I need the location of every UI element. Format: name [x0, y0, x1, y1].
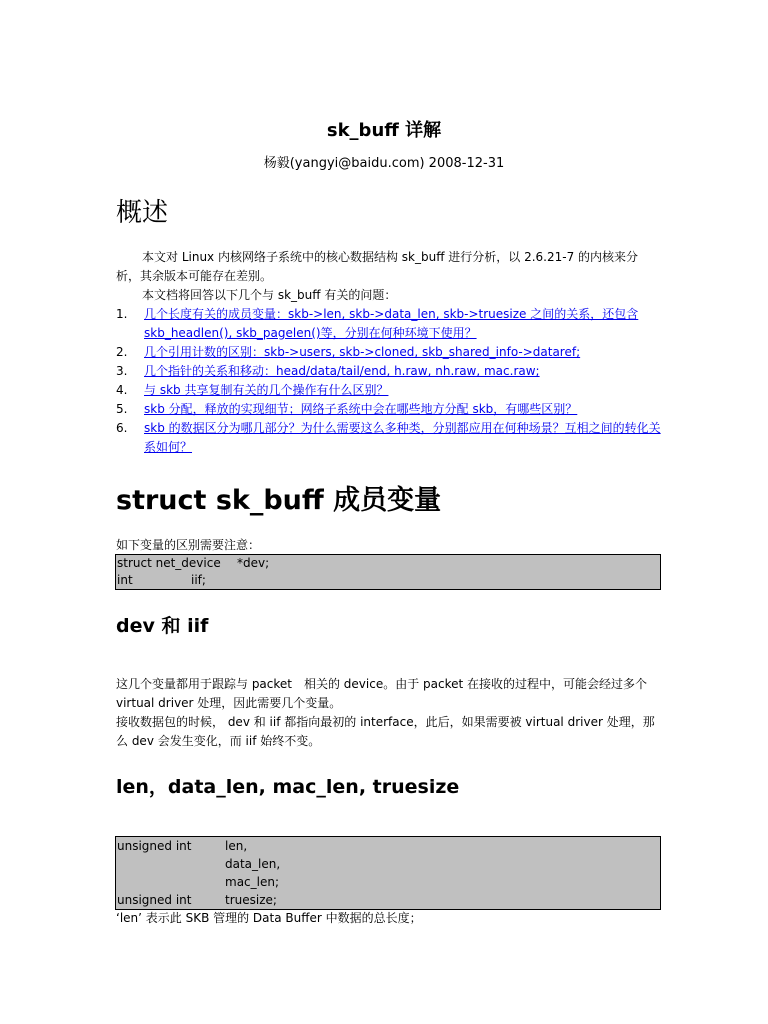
document-title: sk_buff 详解 [326, 120, 442, 141]
dev-iif-paragraph-1: 这几个变量都用于跟踪与 packet 相关的 device。由于 packet 在接收的过程中，可能会经过多个 virtual driver 处理，因此需要几个变量。 [116, 677, 648, 710]
members-intro: 如下变量的区别需要注意： [116, 538, 261, 552]
overview-question-intro: 本文档将回答以下几个与 sk_buff 有关的问题： [142, 288, 397, 302]
code-block-len [115, 836, 661, 910]
overview-heading: 概述 [116, 198, 169, 228]
list-item[interactable]: 1. 几个长度有关的成员变量：skb->len, skb->data_len, skb->truesize 之间的关系，还包含 skb_headlen(), skb_pagelen()等，分别在何种环境下使用？ [116, 307, 639, 340]
code-line: mac_len; [225, 875, 280, 889]
code-line: unsigned int len, [117, 839, 248, 853]
overview-paragraph: 本文对 Linux 内核网络子系统中的核心数据结构 sk_buff 进行分析，以 2.6.21-7 的内核来分析，其余版本可能存在差别。 [116, 250, 639, 283]
list-item[interactable]: 5. skb 分配，释放的实现细节；网络子系统中会在哪些地方分配 skb，有哪些区别？ [116, 402, 578, 416]
list-item[interactable]: 2. 几个引用计数的区别：skb->users, skb->cloned, skb_shared_info->dataref; [116, 345, 581, 359]
toc-link[interactable]: 几个长度有关的成员变量：skb->len, skb->data_len, skb->truesize 之间的关系，还包含 skb_headlen(), skb_pagelen()等，分别在何种环境下使用？ [144, 307, 639, 340]
toc-link[interactable]: 几个指针的关系和移动：head/data/tail/end, h.raw, nh.raw, mac.raw; [144, 364, 540, 378]
len-heading: len，data_len, mac_len, truesize [116, 776, 460, 798]
dev-iif-heading: dev 和 iif [116, 615, 209, 637]
code-line: int iif; [117, 573, 206, 587]
author-line: 杨毅(yangyi@baidu.com) 2008-12-31 [263, 156, 505, 171]
list-item[interactable]: 6. skb 的数据区分为哪几部分？为什么需要这么多种类，分别都应用在何种场景？互相之间的转化关系如何？ [116, 421, 661, 454]
question-list [116, 305, 661, 457]
code-block-dev-iif [115, 554, 661, 590]
toc-link[interactable]: skb 分配，释放的实现细节；网络子系统中会在哪些地方分配 skb，有哪些区别？ [144, 402, 578, 416]
list-item[interactable]: 3. 几个指针的关系和移动：head/data/tail/end, h.raw, nh.raw, mac.raw; [116, 364, 540, 378]
len-paragraph: ‘len’ 表示此 SKB 管理的 Data Buffer 中数据的总长度； [116, 911, 422, 925]
toc-link[interactable]: 几个引用计数的区别：skb->users, skb->cloned, skb_shared_info->dataref; [144, 345, 581, 359]
code-line: unsigned int truesize; [117, 893, 277, 907]
members-heading: struct sk_buff 成员变量 [116, 485, 442, 516]
toc-link[interactable]: skb 的数据区分为哪几部分？为什么需要这么多种类，分别都应用在何种场景？互相之间的转化关系如何？ [144, 421, 661, 454]
list-item[interactable]: 4. 与 skb 共享复制有关的几个操作有什么区别？ [116, 383, 389, 397]
code-line: data_len, [225, 857, 281, 871]
dev-iif-paragraph-2: 接收数据包的时候， dev 和 iif 都指向最初的 interface，此后，如果需要被 virtual driver 处理，那么 dev 会发生变化，而 iif 始终不变。 [116, 715, 655, 748]
code-line: struct net_device *dev; [117, 556, 270, 570]
toc-link[interactable]: 与 skb 共享复制有关的几个操作有什么区别？ [144, 383, 389, 397]
